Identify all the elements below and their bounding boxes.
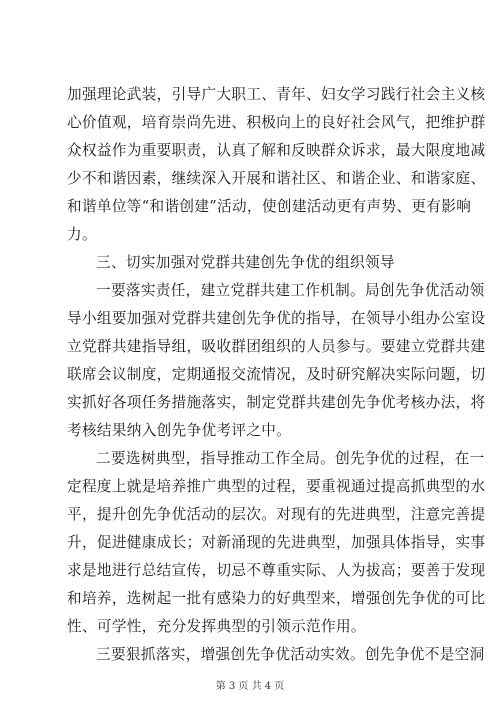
body-text-line: 加强理论武装，引导广大职工、青年、妇女学习践行社会主义核 [67,86,486,103]
body-text-line: 联席会议制度，定期通报交流情况，及时研究解决实际问题，切 [67,366,486,383]
body-text-line: 性、可学性，充分发挥典型的引领示范作用。 [67,618,366,635]
body-text-line: 和谐单位等“和谐创建”活动，使创建活动更有声势、更有影响 [67,198,472,215]
paragraph-first-line: 一要落实责任，建立党群共建工作机制。局创先争优活动领 [96,282,485,299]
paragraph-first-line: 三要狠抓落实，增强创先争优活动实效。创先争优不是空洞 [96,646,485,663]
paragraph-first-line: 二要选树典型，指导推动工作全局。创先争优的过程，在一 [96,450,485,467]
body-text-line: 少不和谐因素，继续深入开展和谐社区、和谐企业、和谐家庭、 [67,170,486,187]
body-text-line: 众权益作为重要职责，认真了解和反映群众诉求，最大限度地减 [67,142,486,159]
body-text-line: 力。 [67,226,97,243]
body-text-line: 导小组要加强对党群共建创先争优的指导，在领导小组办公室设 [67,310,486,327]
body-text-line: 求是地进行总结宣传，切忌不尊重实际、人为拔高；要善于发现 [67,562,486,579]
section-heading: 三、切实加强对党群共建创先争优的组织领导 [96,254,395,271]
body-text-line: 实抓好各项任务措施落实，制定党群共建创先争优考核办法，将 [67,394,486,411]
body-text-line: 心价值观，培育崇尚先进、积极向上的良好社会风气，把维护群 [67,114,486,131]
body-text-line: 和培养，选树起一批有感染力的好典型来，增强创先争优的可比 [67,590,486,607]
body-text-line: 考核结果纳入创先争优考评之中。 [67,422,292,439]
body-text-line: 平，提升创先争优活动的层次。对现有的先进典型，注意完善提 [67,506,486,523]
body-text-line: 升，促进健康成长；对新涌现的先进典型，加强具体指导，实事 [67,534,486,551]
page-footer: 第 3 页 共 4 页 [215,681,285,692]
body-text-line: 定程度上就是培养推广典型的过程，要重视通过提高抓典型的水 [67,478,486,495]
body-text-line: 立党群共建指导组，吸收群团组织的人员参与。要建立党群共建 [67,338,486,355]
